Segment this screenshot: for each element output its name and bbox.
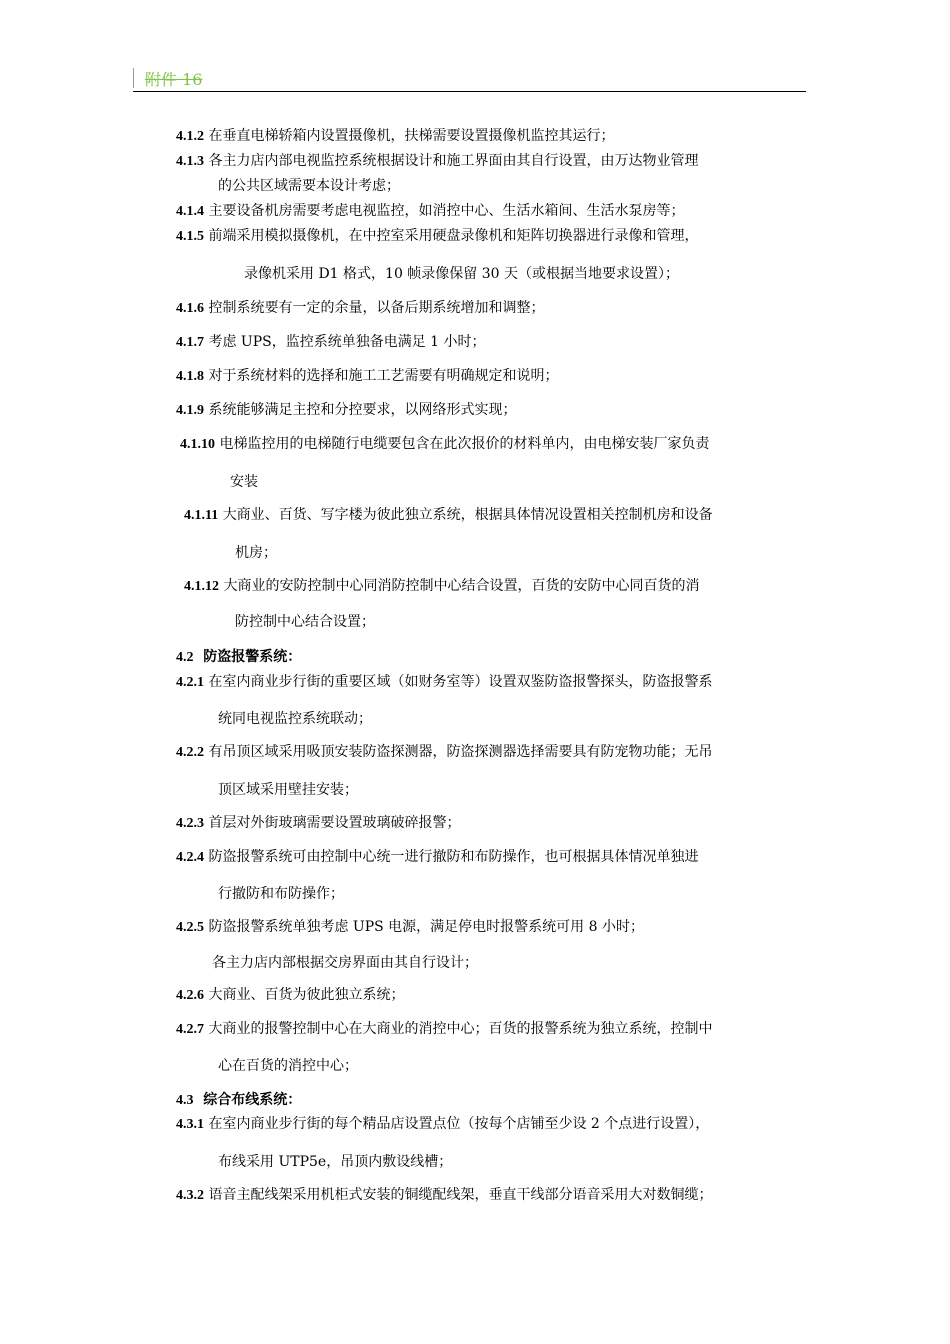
clause-4-1-11: 4.1.11 大商业、百货、写字楼为彼此独立系统，根据具体情况设置相关控制机房和设备	[184, 507, 713, 523]
clause-4-1-6: 4.1.6 控制系统要有一定的余量，以备后期系统增加和调整；	[176, 300, 545, 316]
clause-4-2-5: 4.2.5 防盗报警系统单独考虑 UPS 电源，满足停电时报警系统可用 8 小时；	[176, 919, 644, 935]
clause-4-1-12-cont: 防控制中心结合设置；	[235, 614, 375, 630]
clause-4-2-2: 4.2.2 有吊顶区域采用吸顶安装防盗探测器，防盗探测器选择需要具有防宠物功能；无吊	[176, 744, 713, 760]
clause-4-1-11-cont: 机房；	[235, 545, 277, 561]
clause-4-2-3: 4.2.3 首层对外街玻璃需要设置玻璃破碎报警；	[176, 815, 461, 831]
clause-4-1-12: 4.1.12 大商业的安防控制中心同消防控制中心结合设置，百货的安防中心同百货的消	[184, 578, 700, 594]
clause-4-1-4: 4.1.4 主要设备机房需要考虑电视监控，如消控中心、生活水箱间、生活水泵房等；	[176, 203, 685, 219]
attachment-tag: 附件 16	[145, 70, 203, 89]
header-margin-marker	[133, 68, 134, 88]
clause-4-3-2: 4.3.2 语音主配线架采用机柜式安装的铜缆配线架，垂直干线部分语音采用大对数铜缆；	[176, 1187, 713, 1203]
clause-4-1-3-cont: 的公共区域需要本设计考虑；	[218, 178, 400, 194]
clause-4-1-7: 4.1.7 考虑 UPS，监控系统单独备电满足 1 小时；	[176, 334, 486, 350]
clause-4-1-2: 4.1.2 在垂直电梯轿箱内设置摄像机，扶梯需要设置摄像机监控其运行；	[176, 128, 615, 144]
section-4-2-heading: 4.2 防盗报警系统：	[176, 649, 302, 665]
clause-4-1-5: 4.1.5 前端采用模拟摄像机，在中控室采用硬盘录像机和矩阵切换器进行录像和管理，	[176, 228, 699, 244]
clause-4-1-8: 4.1.8 对于系统材料的选择和施工工艺需要有明确规定和说明；	[176, 368, 559, 384]
clause-4-1-9: 4.1.9 系统能够满足主控和分控要求，以网络形式实现；	[176, 402, 517, 418]
clause-4-2-1: 4.2.1 在室内商业步行街的重要区域（如财务室等）设置双鉴防盗报警探头，防盗报警系	[176, 674, 713, 690]
clause-4-2-1-cont: 统同电视监控系统联动；	[218, 711, 372, 727]
clause-4-3-1-cont: 布线采用 UTP5e，吊顶内敷设线槽；	[218, 1154, 453, 1170]
clause-4-2-5-note: 各主力店内部根据交房界面由其自行设计；	[212, 955, 478, 971]
clause-4-1-5-cont: 录像机采用 D1 格式，10 帧录像保留 30 天（或根据当地要求设置）；	[244, 266, 680, 282]
clause-4-2-4: 4.2.4 防盗报警系统可由控制中心统一进行撤防和布防操作，也可根据具体情况单独进	[176, 849, 699, 865]
clause-4-1-10: 4.1.10 电梯监控用的电梯随行电缆要包含在此次报价的材料单内，由电梯安装厂家负责	[180, 436, 710, 452]
clause-4-2-2-cont: 顶区域采用壁挂安装；	[218, 782, 358, 798]
clause-4-1-3: 4.1.3 各主力店内部电视监控系统根据设计和施工界面由其自行设置，由万达物业管理	[176, 153, 699, 169]
clause-4-2-4-cont: 行撤防和布防操作；	[218, 886, 344, 902]
clause-4-1-10-cont: 安装	[230, 474, 258, 490]
page-header	[133, 66, 806, 92]
clause-4-2-7: 4.2.7 大商业的报警控制中心在大商业的消控中心；百货的报警系统为独立系统，控制中	[176, 1021, 713, 1037]
clause-4-2-7-cont: 心在百货的消控中心；	[218, 1058, 358, 1074]
clause-4-3-1: 4.3.1 在室内商业步行街的每个精品店设置点位（按每个店铺至少设 2 个点进行设置），	[176, 1116, 710, 1132]
section-4-3-heading: 4.3 综合布线系统：	[176, 1092, 302, 1108]
clause-4-2-6: 4.2.6 大商业、百货为彼此独立系统；	[176, 987, 405, 1003]
